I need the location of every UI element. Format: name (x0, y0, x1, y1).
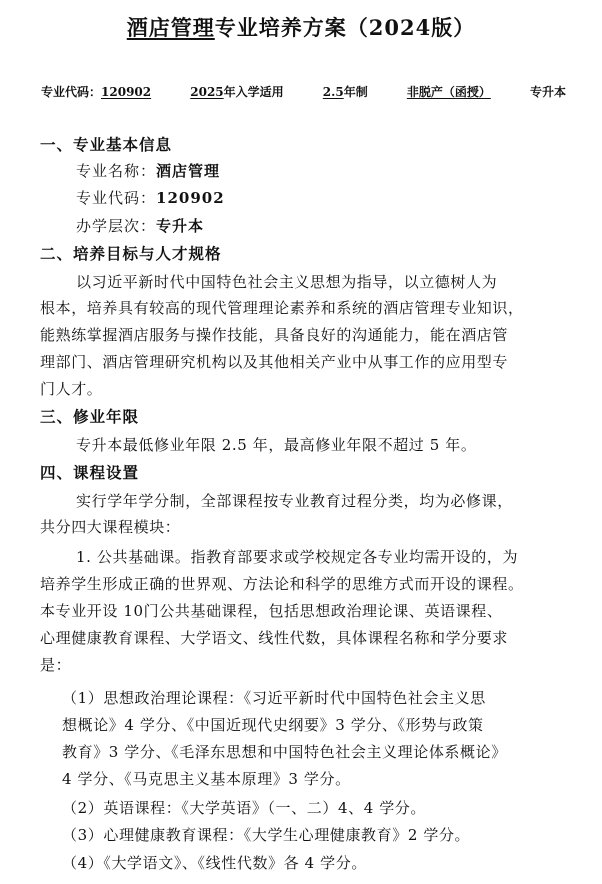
paragraph-line: 是： (40, 656, 72, 674)
paragraph-line: 本专业开设 10门公共基础课程，包括思想政治理论课、英语课程、 (40, 602, 503, 620)
meta-code-label: 专业代码： (41, 85, 102, 99)
paragraph-line: 共分四大课程模块： (40, 518, 181, 536)
paragraph-line: 门人才。 (40, 380, 103, 398)
paragraph-line: 根本，培养具有较高的现代管理理论素养和系统的酒店管理专业知识， (40, 299, 524, 317)
course-list-item: （2）英语课程：《大学英语》（一、二）4、4 学分。 (62, 799, 427, 817)
course-list-item: 教育》3 学分、《毛泽东思想和中国特色社会主义理论体系概论》 (62, 743, 507, 761)
course-list-item: （1）思想政治理论课程：《习近平新时代中国特色社会主义思 (62, 689, 486, 707)
meta-level: 专升本 (529, 85, 566, 99)
paragraph-line: 能熟练掌握酒店服务与操作技能，具备良好的沟通能力，能在酒店管 (40, 326, 509, 344)
major-code-value: 120902 (156, 189, 225, 207)
paragraph-line: 理部门、酒店管理研究机构以及其他相关产业中从事工作的应用型专 (40, 353, 509, 371)
page-title (0, 0, 602, 42)
meta-year (190, 83, 283, 100)
major-name-row (76, 160, 220, 181)
meta-length-value: 2.5 (322, 85, 344, 99)
course-list-item: （4）《大学语文》、《线性代数》各 4 学分。 (62, 854, 367, 872)
major-name-label: 专业名称： (76, 162, 157, 180)
major-code-row (76, 187, 225, 208)
meta-year-value: 2025 (190, 85, 224, 99)
education-level-label: 办学层次： (76, 217, 157, 235)
meta-code (41, 83, 151, 100)
title-rest: 专业培养方案（2024版） (214, 15, 476, 40)
section-heading-basic-info: 一、专业基本信息 (40, 135, 173, 154)
program-meta-line (41, 83, 566, 100)
major-code-label: 专业代码： (76, 189, 157, 207)
education-level-value: 专升本 (156, 217, 205, 235)
paragraph-line: 专升本最低修业年限 2.5 年，最高修业年限不超过 5 年。 (76, 436, 477, 454)
meta-length (323, 83, 368, 100)
section-heading-study-years: 三、修业年限 (40, 407, 140, 426)
paragraph-line: 实行学年学分制，全部课程按专业教育过程分类，均为必修课， (76, 492, 513, 510)
course-list-item: （3）心理健康教育课程：《大学生心理健康教育》2 学分。 (62, 826, 471, 844)
section-heading-training-goals: 二、培养目标与人才规格 (40, 244, 222, 263)
meta-length-suffix: 年制 (343, 85, 368, 99)
title-major: 酒店管理 (126, 15, 215, 40)
paragraph-line: 1. 公共基础课。指教育部要求或学校规定各专业均需开设的，为 (76, 548, 519, 566)
section-heading-curriculum: 四、课程设置 (40, 463, 140, 482)
paragraph-line: 心理健康教育课程、大学语文、线性代数，具体课程名称和学分要求 (40, 629, 509, 647)
meta-code-value: 120902 (101, 85, 152, 99)
course-list-item: 4 学分、《马克思主义基本原理》3 学分。 (62, 770, 351, 788)
major-name-value: 酒店管理 (156, 162, 221, 180)
course-list-item: 想概论》4 学分、《中国近现代史纲要》3 学分、《形势与政策 (62, 716, 484, 734)
paragraph-line: 培养学生形成正确的世界观、方法论和科学的思维方式而开设的课程。 (40, 575, 524, 593)
education-level-row (76, 215, 204, 236)
meta-study-mode: 非脱产（函授） (406, 85, 491, 99)
paragraph-line: 以习近平新时代中国特色社会主义思想为指导，以立德树人为 (76, 273, 498, 291)
meta-year-suffix: 年入学适用 (223, 85, 284, 99)
